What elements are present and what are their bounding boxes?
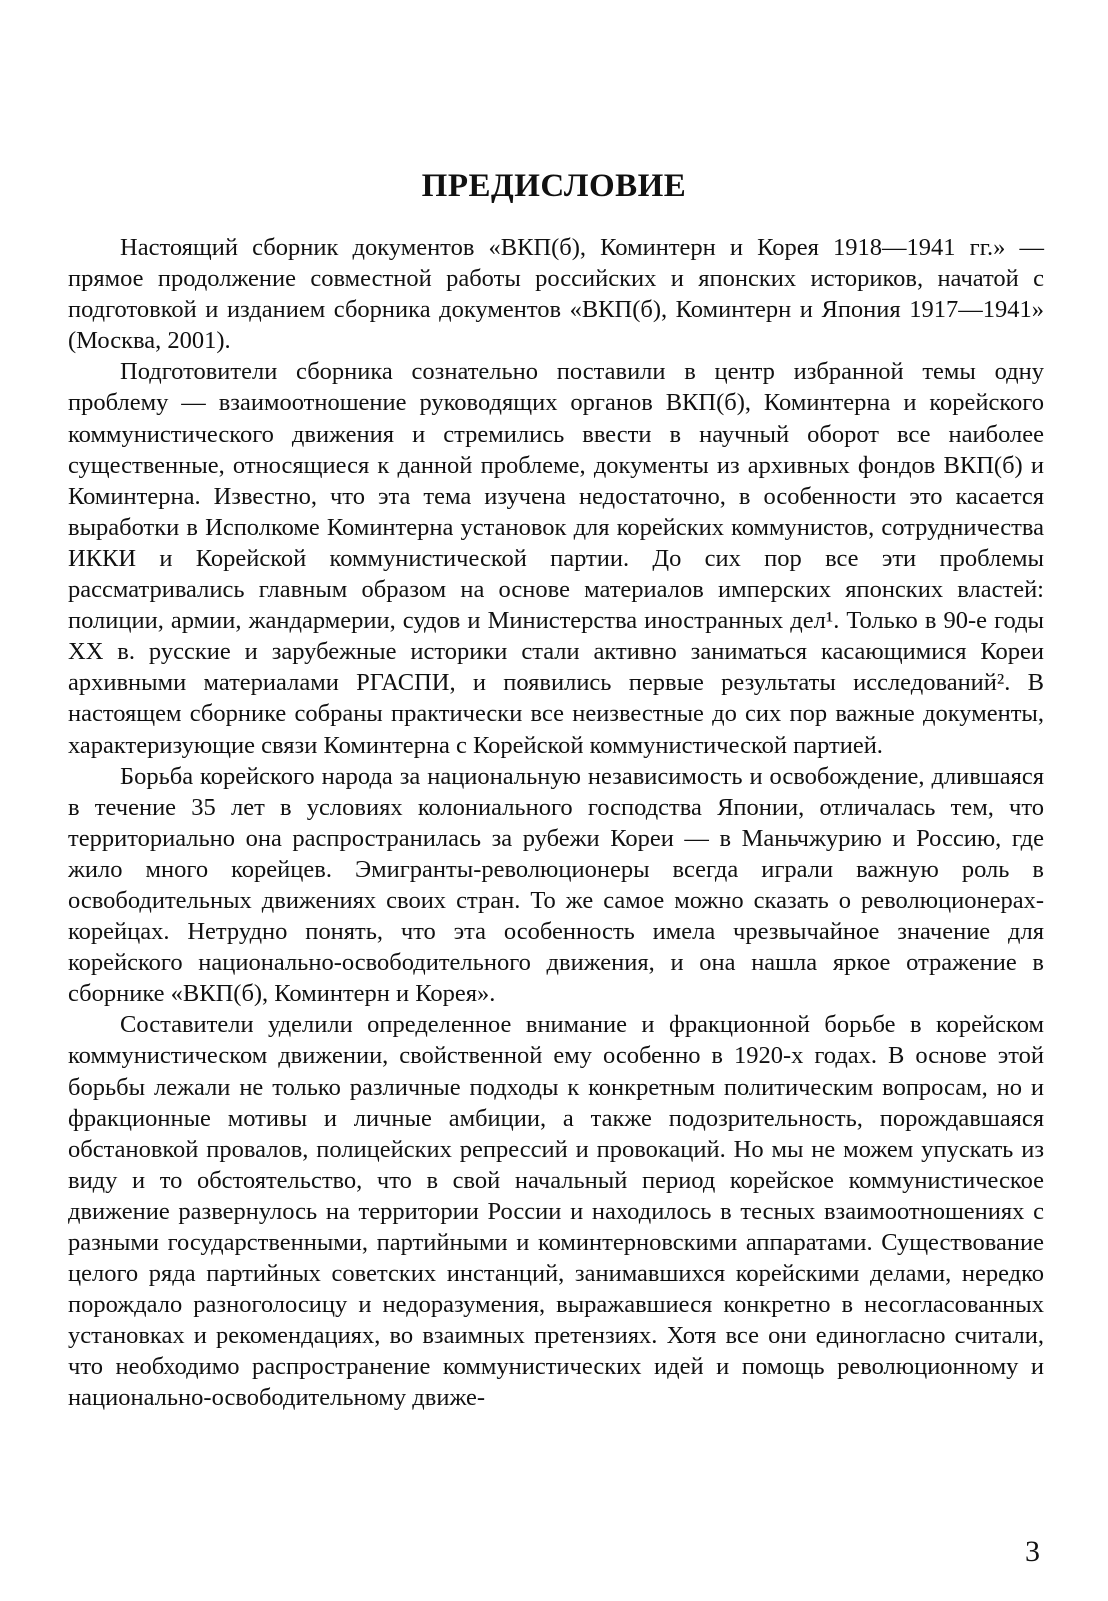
page-title: ПРЕДИСЛОВИЕ [421, 168, 687, 204]
preface-body [68, 232, 1044, 1414]
paragraph-3: Борьба корейского народа за национальную независимость и освобождение, длившаяся в течение 35 лет в условиях колониального господства Японии, отличалась тем, что территориально она распространилась за рубежи Кореи — в Маньчжурию и Россию, где жило много корейцев. Эмигранты-революционеры всегда играли важную роль в освободительных движениях своих стран. То же самое можно сказать о революционерах-корейцах. Нетрудно понять, что эта особенность имела чрезвычайное значение для корейского национально-освободительного движения, и она нашла яркое отражение в сборнике «ВКП(б), Коминтерн и Корея». [68, 762, 1044, 1008]
page-number: 3 [1025, 1535, 1040, 1568]
paragraph-1: Настоящий сборник документов «ВКП(б), Коминтерн и Корея 1918—1941 гг.» — прямое продолжение совместной работы российских и японских историков, начатой с подготовкой и изданием сборника документов «ВКП(б), Коминтерн и Япония 1917—1941» (Москва, 2001). [68, 234, 1044, 355]
paragraph-2: Подготовители сборника сознательно поставили в центр избранной темы одну проблему — взаимоотношение руководящих органов ВКП(б), Коминтерна и корейского коммунистического движения и стремились ввести в научный оборот все наиболее существенные, относящиеся к данной проблеме, документы из архивных фондов ВКП(б) и Коминтерна. Известно, что эта тема изучена недостаточно, в особенности это касается выработки в Исполкоме Коминтерна установок для корейских коммунистов, сотрудничества ИККИ и Корейской коммунистической партии. До сих пор все эти проблемы рассматривались главным образом на основе материалов имперских японских властей: полиции, армии, жандармерии, судов и Министерства иностранных дел¹. Только в 90-е годы XX в. русские и зарубежные историки стали активно заниматься касающимися Кореи архивными материалами РГАСПИ, и появились первые результаты исследований². В настоящем сборнике собраны практически все неизвестные до сих пор важные документы, характеризующие связи Коминтерна с Корейской коммунистической партией. [68, 358, 1044, 759]
paragraph-4: Составители уделили определенное внимание и фракционной борьбе в корейском коммунистическом движении, свойственной ему особенно в 1920-х годах. В основе этой борьбы лежали не только различные подходы к конкретным политическим вопросам, но и фракционные мотивы и личные амбиции, а также подозрительность, порождавшаяся обстановкой провалов, полицейских репрессий и провокаций. Но мы не можем упускать из виду и то обстоятельство, что в свой начальный период корейское коммунистическое движение развернулось на территории России и находилось в тесных взаимоотношениях с разными государственными, партийными и коминтерновскими аппаратами. Существование целого ряда партийных советских инстанций, занимавшихся корейскими делами, нередко порождало разноголосицу и недоразумения, выражавшиеся конкретно в несогласованных установках и рекомендациях, во взаимных претензиях. Хотя все они единогласно считали, что необходимо распространение коммунистических идей и помощь революционному и национально-освободительному движе- [68, 1011, 1044, 1412]
